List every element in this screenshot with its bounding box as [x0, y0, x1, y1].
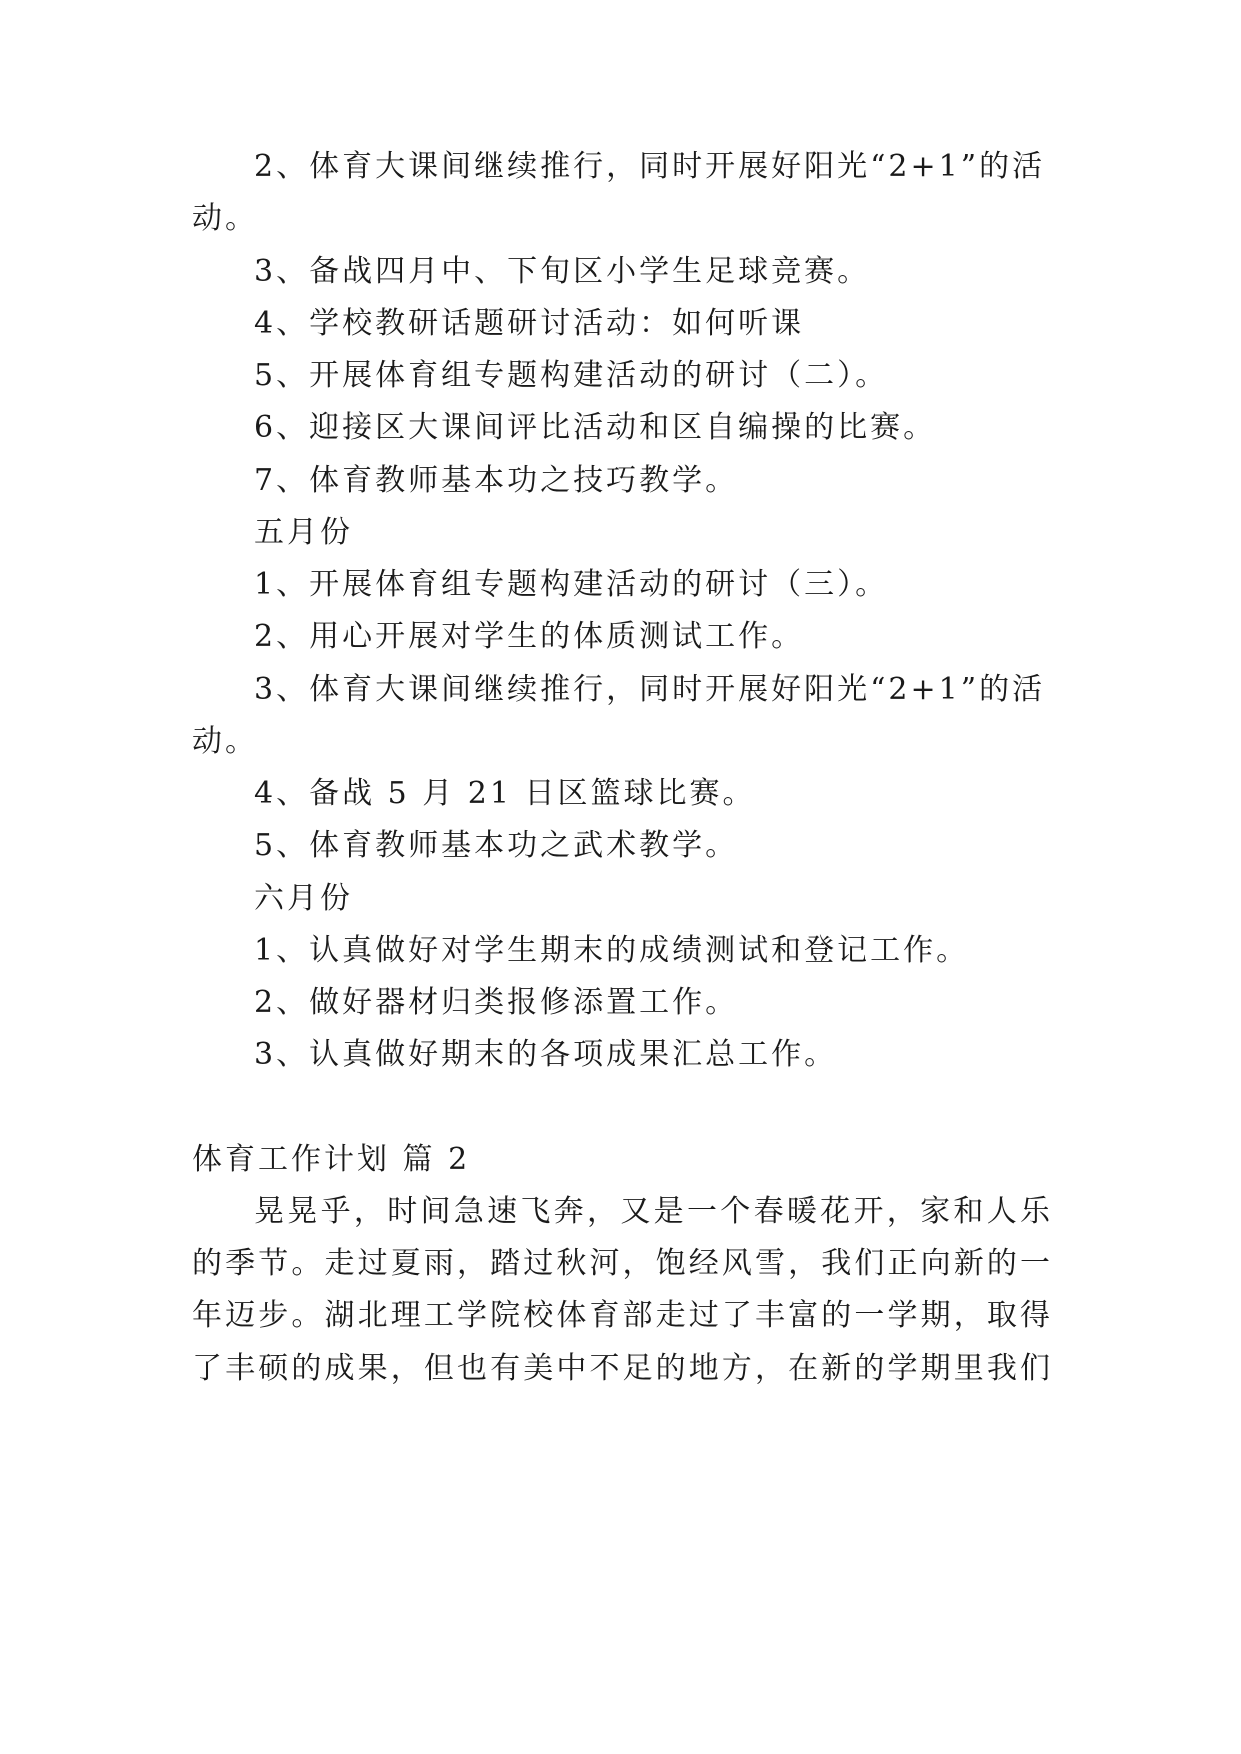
list-item-line: 1、开展体育组专题构建活动的研讨（三）。 [254, 567, 889, 602]
list-item-line: 4、备战 5 月 21 日区篮球比赛。 [254, 776, 756, 811]
list-item-line: 6、迎接区大课间评比活动和区自编操的比赛。 [254, 410, 937, 445]
paragraph-line: 了丰硕的成果，但也有美中不足的地方，在新的学期里我们 [192, 1351, 1050, 1386]
list-item-line: 2、用心开展对学生的体质测试工作。 [254, 619, 805, 654]
section-title: 体育工作计划 篇 2 [192, 1142, 471, 1177]
paragraph-line: 年迈步。湖北理工学院校体育部走过了丰富的一学期，取得 [192, 1298, 1050, 1333]
list-item-line: 5、开展体育组专题构建活动的研讨（二）。 [254, 358, 889, 393]
list-item-line: 1、认真做好对学生期末的成绩测试和登记工作。 [254, 933, 970, 968]
list-item-line: 动。 [192, 724, 258, 759]
list-item-line: 动。 [192, 201, 258, 236]
list-item-line: 2、做好器材归类报修添置工作。 [254, 985, 739, 1020]
list-item-line: 7、体育教师基本功之技巧教学。 [254, 463, 739, 498]
list-item-line: 5、体育教师基本功之武术教学。 [254, 828, 739, 863]
list-item-line: 2、体育大课间继续推行，同时开展好阳光“2+1”的活 [254, 149, 1046, 184]
month-heading-may: 五月份 [254, 515, 353, 550]
list-item-line: 3、备战四月中、下旬区小学生足球竞赛。 [254, 254, 871, 289]
month-heading-june: 六月份 [254, 881, 353, 916]
paragraph-line: 晃晃乎，时间急速飞奔，又是一个春暖花开，家和人乐 [254, 1194, 1050, 1229]
list-item-line: 4、学校教研话题研讨活动：如何听课 [254, 306, 805, 341]
paragraph-line: 的季节。走过夏雨，踏过秋河，饱经风雪，我们正向新的一 [192, 1246, 1050, 1281]
list-item-line: 3、认真做好期末的各项成果汇总工作。 [254, 1037, 838, 1072]
list-item-line: 3、体育大课间继续推行，同时开展好阳光“2+1”的活 [254, 672, 1046, 707]
